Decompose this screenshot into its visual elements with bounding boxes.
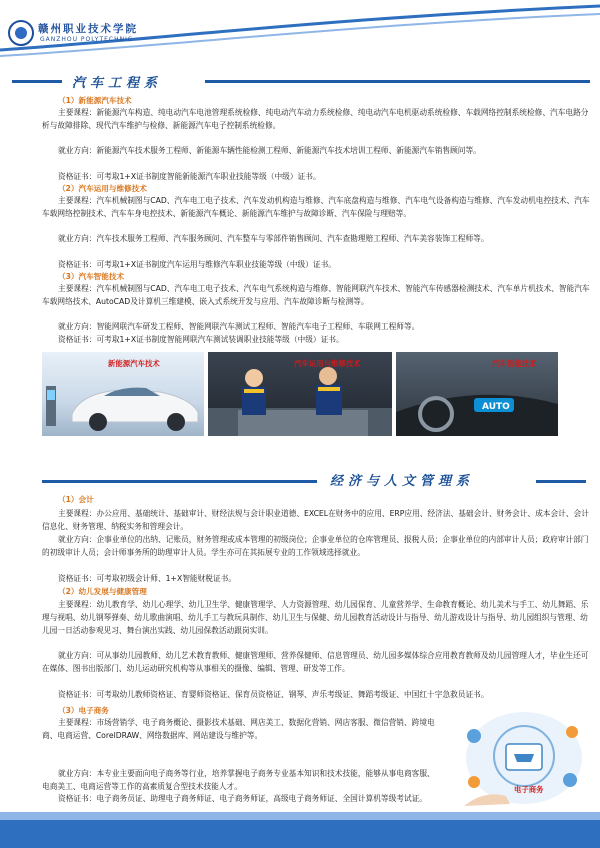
major-career: 就业方向：本专业主要面向电子商务等行业，培养掌握电子商务专业基本知识和技术技能，能够从事电商客服、电商美工、电商运营等工作的高素质复合型技术技能人才。 <box>42 769 435 791</box>
photo-caption: 新能源汽车技术 <box>108 359 160 368</box>
major-career: 就业方向：智能网联汽车研发工程师、智能网联汽车测试工程师、智能汽车电子工程师、车联网工程师等。 <box>58 322 420 331</box>
major-courses: 主要课程：办公应用、基础统计、基础审计、财经法规与会计职业道德、EXCEL在财务中的应用、ERP应用、经济法、基础会计、财务会计、成本会计、会计信息化、财务管理、纳税实务和管理会计。 <box>42 509 589 531</box>
major-career: 就业方向：新能源汽车技术服务工程师、新能源车辆性能检测工程师、新能源汽车技术培训工程师、新能源汽车销售顾问等。 <box>58 146 481 155</box>
major-certificate: 资格证书：可考取1+X证书制度智能网联汽车测试装调职业技能等级（中级）证书。 <box>58 335 344 344</box>
major-courses: 主要课程：汽车机械制图与CAD、汽车电工电子技术、汽车发动机构造与维修、汽车底盘构造与维修、汽车电气设备构造与维修、汽车发动机电控技术、汽车车载网络控制技术、汽车车身电控技术、新能源汽车概论、新能源汽车维护与故障诊断、汽车保险与理赔等。 <box>42 196 590 218</box>
footer-band-light <box>0 812 600 820</box>
major-certificate: 资格证书：电子商务员证、助理电子商务师证、电子商务师证，高级电子商务师证、全国计算机等级考试证。 <box>58 794 428 803</box>
major-courses: 主要课程：新能源汽车构造、纯电动汽车电池管理系统检修、纯电动汽车动力系统检修、纯电动汽车电机驱动系统检修、车载网络控制系统检修、汽车电路分析与故障排除、现代汽车维护与检修、新能源汽车电子控制系统检修。 <box>42 108 589 130</box>
major-heading: （1）会计 <box>58 495 94 504</box>
school-name-cn: 赣州职业技术学院 <box>38 23 138 35</box>
section-divider <box>205 80 590 83</box>
major-heading: （2）幼儿发展与健康管理 <box>58 587 147 596</box>
section-title: 经济与人文管理系 <box>330 474 475 489</box>
school-logo <box>8 20 34 46</box>
major-heading: （3）电子商务 <box>58 706 109 715</box>
photo-caption: 汽车运用与维修技术 <box>294 359 361 368</box>
svg-text:AUTO: AUTO <box>482 402 510 412</box>
section-title: 汽车工程系 <box>72 76 163 91</box>
major-career: 就业方向：汽车技术服务工程师、汽车服务顾问、汽车整车与零部件销售顾问、汽车查勘理赔工程师、汽车美容装饰工程师等。 <box>58 234 489 243</box>
major-courses: 主要课程：市场营销学、电子商务概论、摄影技术基础、网店美工、数据化营销、网店客服、微信营销、跨境电商、电商运营、CorelDRAW、网络数据库、网站建设与维护等。 <box>42 718 435 740</box>
school-name-en: GANZHOU POLYTECHNIC <box>40 36 134 43</box>
major-certificate: 资格证书：可考取1+X证书制度智能新能源汽车职业技能等级（中级）证书。 <box>58 172 321 181</box>
section-divider <box>12 80 62 83</box>
section-divider <box>42 480 317 483</box>
major-career: 就业方向：可从事幼儿园教师、幼儿艺术教育教师、健康管理师、营养保健师、信息管理员、幼儿园多媒体综合应用教育教师及幼儿园管理人才，毕业生还可在媒体、图书出版部门、幼儿运动研究机构等从事相关的摄像、编辑、管理、研发等工作。 <box>42 651 589 673</box>
major-certificate: 资格证书：可考取初级会计师、1+X智能财税证书。 <box>58 574 237 583</box>
major-heading: （3）汽车智能技术 <box>58 272 125 281</box>
major-certificate: 资格证书：可考取幼儿教师资格证、育婴师资格证、保育员资格证、钢琴、声乐考级证、舞蹈考级证、中国红十字急救员证书。 <box>58 690 489 699</box>
major-heading: （1）新能源汽车技术 <box>58 96 132 105</box>
major-certificate: 资格证书：可考取1+X证书制度汽车运用与维修汽车职业技能等级（中级）证书。 <box>58 260 336 269</box>
major-career: 就业方向：企事业单位的出纳、记账员，财务管理或成本管理的初级岗位；企事业单位的仓库管理员、报税人员；企事业单位的内部审计人员；政府审计部门的初级审计人员；会计师事务所的助理审计人员。学生亦可在其拓展专业的工作领域选择就业。 <box>42 535 589 557</box>
major-heading: （2）汽车运用与维修技术 <box>58 184 147 193</box>
footer-band <box>0 820 600 848</box>
photo-caption: 汽车智能技术 <box>492 359 537 368</box>
section-divider <box>536 480 586 483</box>
major-courses: 主要课程：汽车机械制图与CAD、汽车电工电子技术、汽车电气系统构造与维修、智能网联汽车技术、智能汽车传感器检测技术、汽车单片机技术、智能汽车车载网络技术、AutoCAD及计算机三维建模、嵌入式系统开发与应用、汽车故障诊断与检测等。 <box>42 284 590 306</box>
photo-caption: 电子商务 <box>514 785 544 794</box>
major-courses: 主要课程：幼儿教育学、幼儿心理学、幼儿卫生学、健康管理学、人力资源管理、幼儿园保育、儿童营养学、生命教育概论、幼儿美术与手工、幼儿舞蹈、乐理与视唱、幼儿钢琴弹奏、幼儿歌曲演唱、幼儿手工与教玩具制作、幼儿卫生与保健、幼儿园教育活动设计与指导、幼儿游戏设计与指导、幼儿园组织与管理、幼儿园一日活动参观见习、舞台演出实践、幼儿园保教活动跟岗实训。 <box>42 600 589 635</box>
